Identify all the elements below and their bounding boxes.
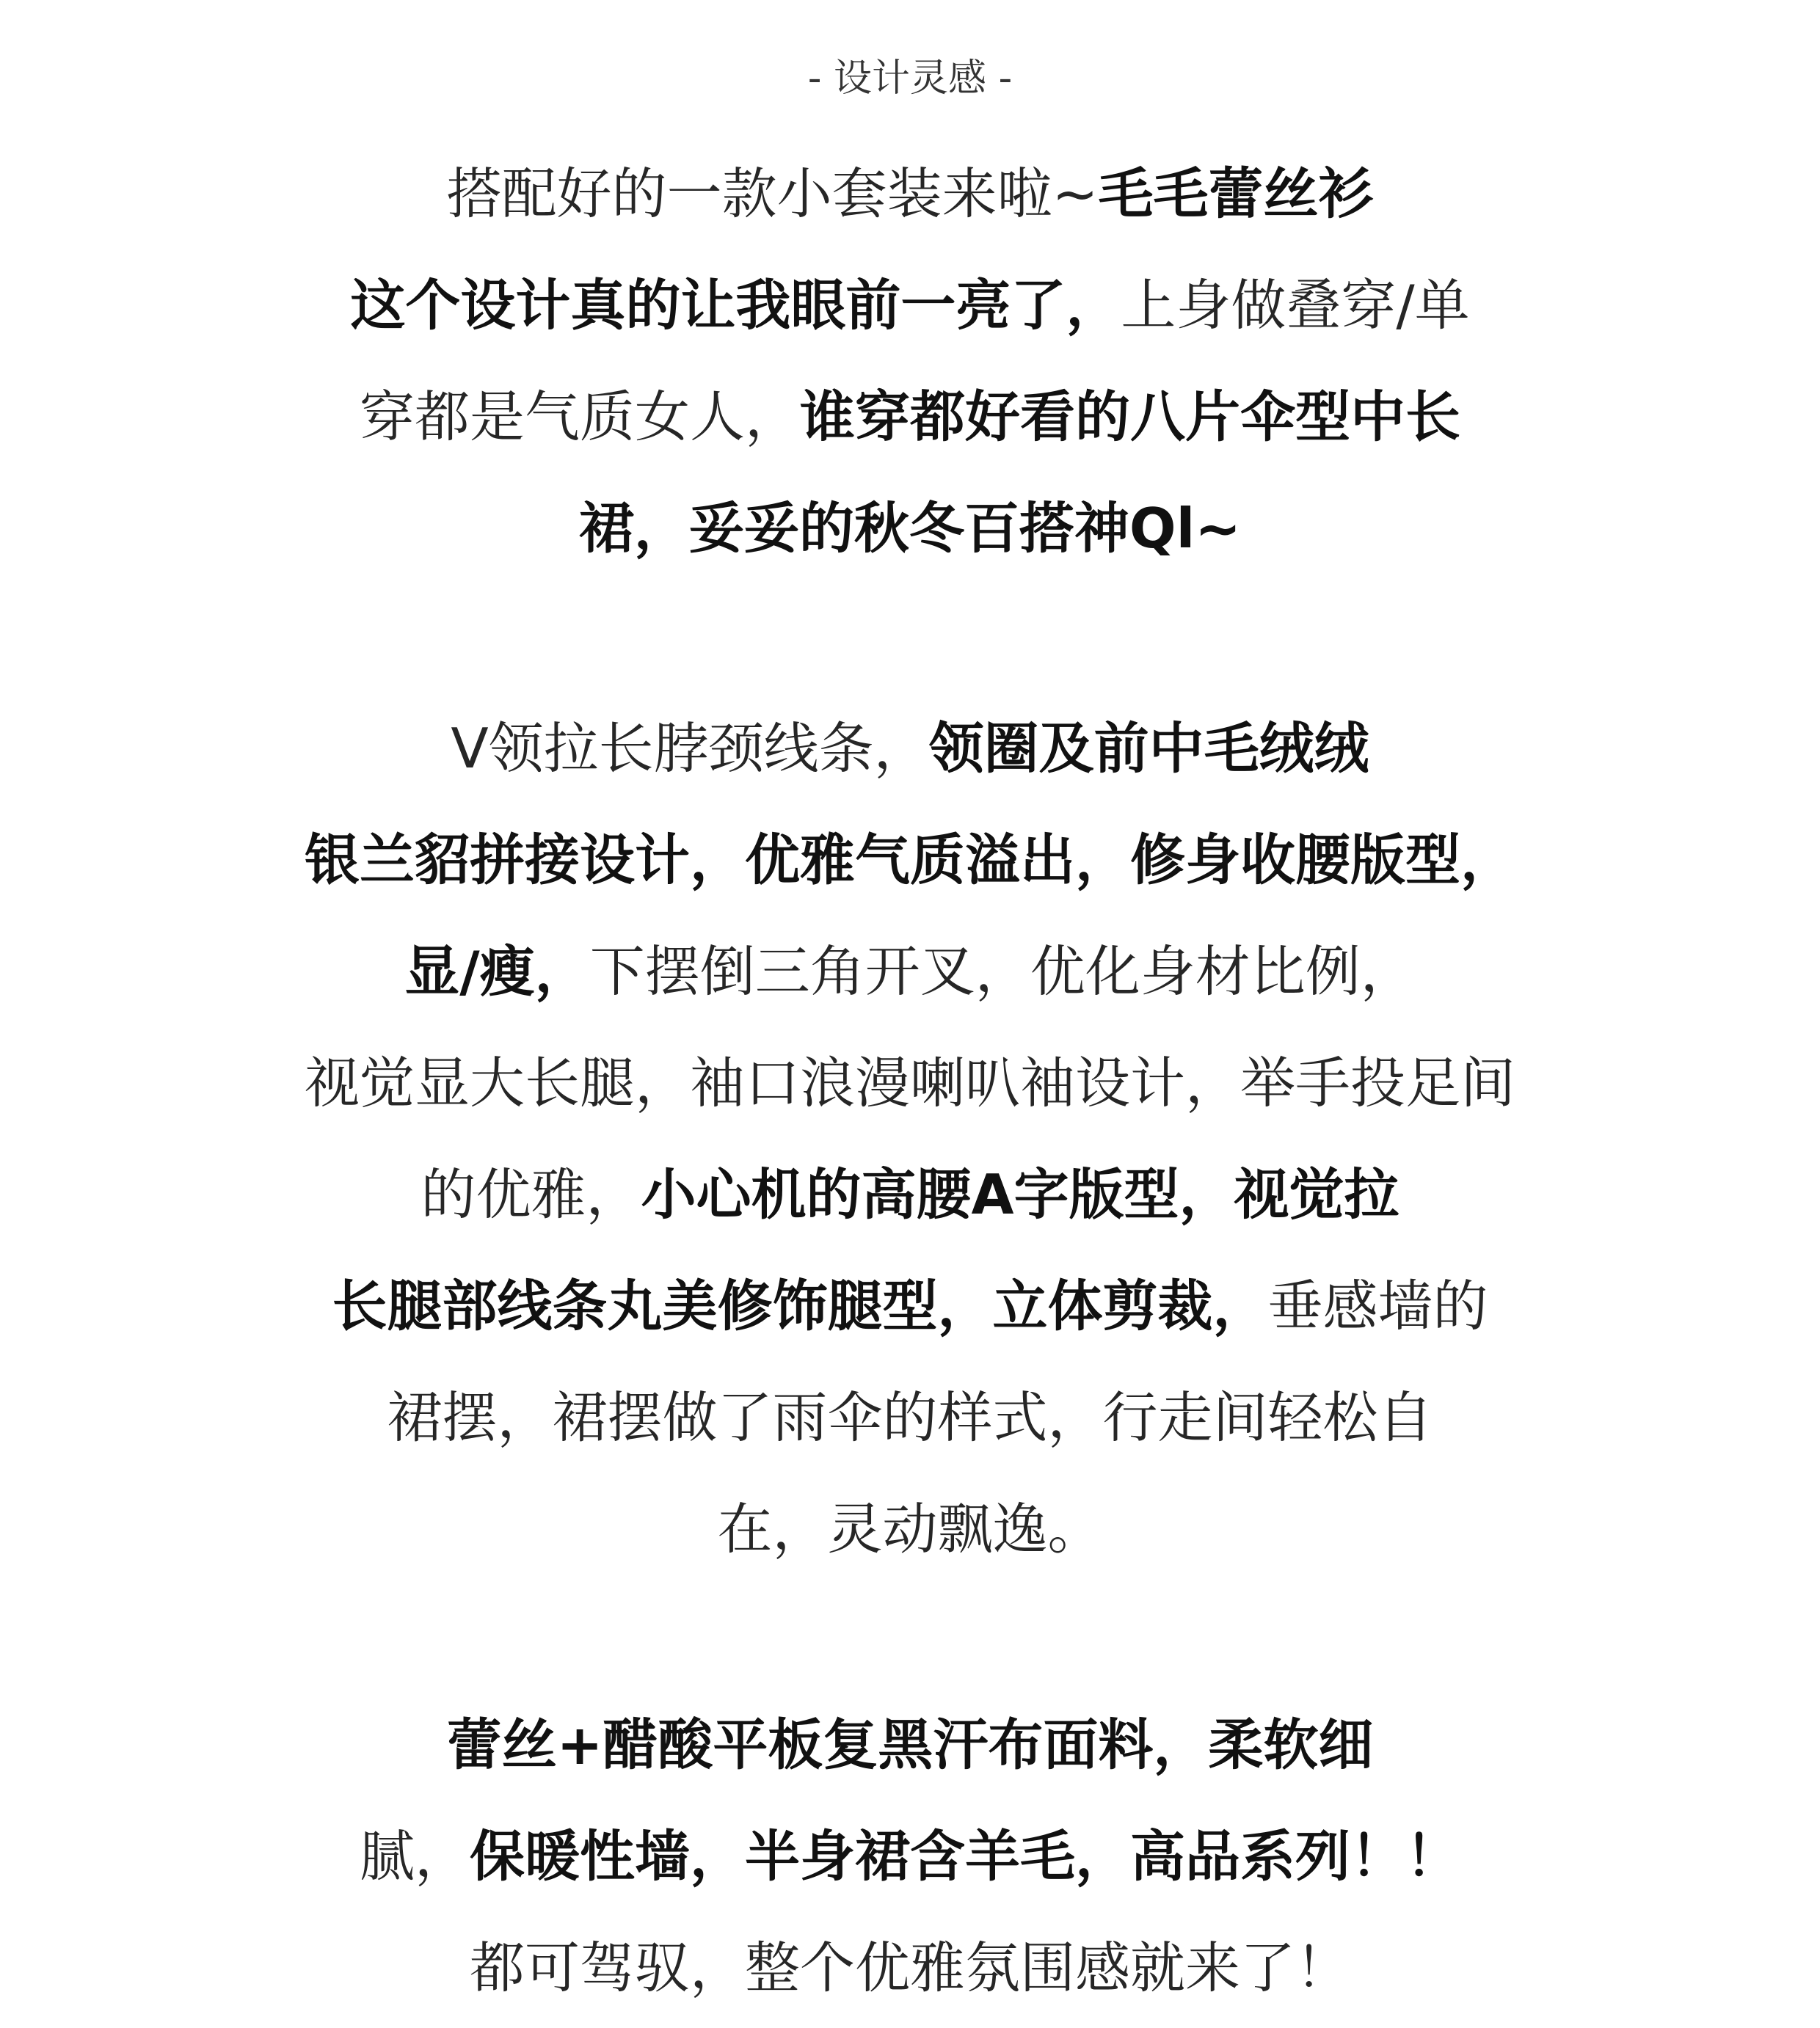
text-segment: 搭配好的一款小套装来啦~ — [446, 161, 1099, 226]
text-line — [0, 138, 1820, 249]
text-line — [0, 916, 1820, 1027]
section-heading: - 设计灵感 - — [807, 56, 1013, 101]
text-segment: 视觉显大长腿，袖口浪漫喇叭袖设计，举手投足间 — [304, 1051, 1515, 1115]
text-line — [0, 473, 1820, 584]
text-segment: 上身做叠穿/单 — [1121, 273, 1470, 338]
paragraph-design-details — [0, 693, 1820, 1585]
bold-text-segment: 谁穿都好看的八片伞型中长 — [800, 384, 1461, 449]
text-line — [0, 1250, 1820, 1362]
bold-text-segment: 长腿部线条丸美修饰腿型，立体剪裁， — [332, 1274, 1268, 1338]
text-line — [0, 1027, 1820, 1139]
bold-text-segment: 这个设计真的让我眼前一亮了， — [350, 273, 1121, 338]
text-line — [0, 249, 1820, 361]
text-line — [0, 693, 1820, 804]
text-line — [0, 1801, 1820, 1912]
bold-text-segment: 蕾丝+醋酸平板复黑汗布面料，柔软细 — [446, 1713, 1374, 1777]
text-segment: 的优雅， — [421, 1162, 641, 1227]
text-segment: 都可驾驭，整个优雅氛围感就来了！ — [469, 1936, 1350, 2000]
text-line — [0, 1362, 1820, 1473]
text-segment: 裙摆，裙摆做了雨伞的样式，行走间轻松自 — [387, 1385, 1433, 1450]
bold-text-segment: 保暖性墙，半身裙含羊毛，高品系列！！ — [470, 1824, 1461, 1889]
bold-text-segment: 显/瘦， — [404, 939, 590, 1004]
text-segment: 腻， — [359, 1824, 470, 1889]
text-segment: 在，灵动飘逸。 — [717, 1497, 1103, 1561]
text-segment: 穿都是气质女人， — [359, 384, 800, 449]
text-line — [0, 1473, 1820, 1585]
text-line — [0, 361, 1820, 473]
bold-text-segment: 裙，妥妥的秋冬百搭神Ql~ — [578, 496, 1242, 561]
bold-text-segment: 银兰貂拼接设计，优雅气质溢出，修身收腰版型， — [304, 828, 1515, 892]
text-segment: 垂感墙的 — [1267, 1274, 1488, 1338]
text-segment: 下摆倒三角开叉，优化身材比例， — [589, 939, 1416, 1004]
text-line — [0, 1139, 1820, 1250]
text-segment: V领拉长脖颈线条， — [451, 716, 929, 781]
bold-text-segment: 小心机的高腰A字版型，视觉拉 — [641, 1162, 1399, 1227]
bold-text-segment: 领圈及前中毛绒绒 — [928, 716, 1369, 781]
paragraph-fabric — [0, 1689, 1820, 2024]
bold-text-segment: 毛毛蕾丝衫 — [1098, 161, 1374, 226]
paragraph-design-intro — [0, 138, 1820, 584]
text-line — [0, 1689, 1820, 1801]
text-line — [0, 1912, 1820, 2024]
text-line — [0, 804, 1820, 916]
